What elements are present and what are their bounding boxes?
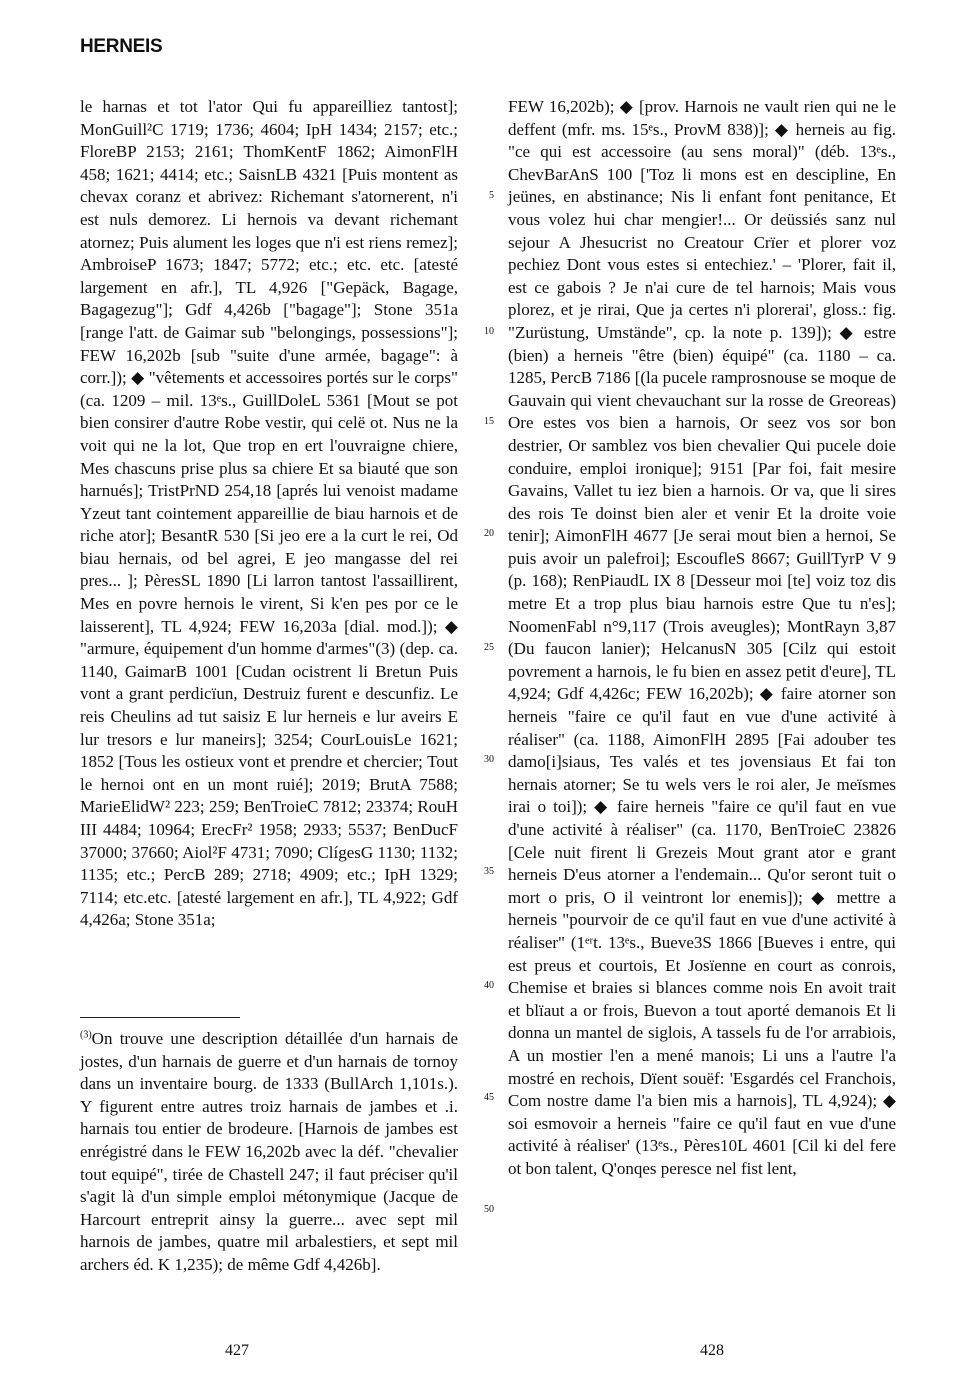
line-number: 20 [484, 528, 494, 539]
line-number: 50 [484, 1204, 494, 1215]
line-number: 40 [484, 980, 494, 991]
line-number: 5 [489, 190, 494, 201]
footnote-rule [80, 1017, 240, 1018]
left-column-text: le harnas et tot l'ator Qui fu appareilliez tantost]; MonGuill²C 1719; 1736; 4604; IpH 1434; 2157; etc.; FloreBP 2153; 2161; ThomKentF 1862; AimonFlH 458; 1621; 4414; etc.; SaisnLB 4321 [Puis montent as chevax coranz et abrivez: Richemant s'atornerent, n'i est nuls demorez. Li hernois va devant richemant atornez; Puis alument les loges que n'i est riens remez]; AmbroiseP 1673; 1847; 5772; etc.; etc. etc. [atesté largement en afr.], TL 4,926 ["Gepäck, Bagage, Bagagezug"]; Gdf 4,426b ["bagage"]; Stone 351a [range l'att. de Gaimar sub "belongings, possessions"]; FEW 16,202b [sub "suite d'une armée, bagage": à corr.]); ◆ "vêtements et accessoires portés sur le corps" (ca. 1209 – mil. 13ᵉs., GuillDoleL 5361 [Mout se pot bien consirer d'autre Robe vestir, qui celë ot. Nus ne la voit qui ne la lot, Que trop en ert l'ouvraigne chiere, Mes chascuns prise plus sa chiere Et sa biauté que son harnués]; TristPrND 254,18 [aprés lui venoist madame Yzeut tant cointement appareillie de biau harnois et de riche ator]; BesantR 530 [Si jeo ere a la curt le rei, Od biau hernais, od bel agrei, E jeo mangasse del rei pres... ]; PèresSL 1890 [Li larron tantost l'assaillirent, Mes en povre hernois le virent, Si k'en pes por ce le laisserent], TL 4,924; FEW 16,203a [dial. mod.]); ◆ "armure, équipement d'un homme d'armes"(3) (dep. ca. 1140, GaimarB 1001 [Cudan ocistrent li Bretun Puis vont a grant perdicïun, Destruiz furent e descunfiz. Le reis Cheulins ad tut saisiz E lur herneis e lur aveirs E lur tresors e lur maneirs]; 3254; CourLouisLe 1621; 1852 [Tous les ostieux vont et prendre et chercier; Tout le hernoi ont en un mont ruié]; 2019; BrutA 7588; MarieElidW² 223; 259; BenTroieC 7812; 23374; RouH III 4484; 10964; ErecFr² 1958; 2933; 5537; BenDucF 37000; 37660; Aiol²F 4731; 7090; ClígesG 1130; 1132; 1135; etc.; PercB 289; 2718; 4909; etc.; IpH 1329; 7114; etc.etc. [atesté largement en afr.], TL 4,922; Gdf 4,426a; Stone 351a; [80, 97, 458, 930]
footnote [80, 1028, 458, 1277]
line-number: 35 [484, 866, 494, 877]
page-number-right: 428 [700, 1342, 724, 1359]
right-column [508, 96, 896, 1181]
page-number-left: 427 [225, 1342, 249, 1359]
footnote-text: On trouve une description détaillée d'un harnais de jostes, d'un harnais de guerre et d'un harnais de tornoy dans un inventaire bourg. de 1333 (BullArch 1,101s.). Y figurent entre autres troiz harnais de jambes et .i. harnais tou entier de brodeure. [Harnois de jambes est enrégistré dans le FEW 16,202b avec la déf. "chevalier tout equipé", tirée de Chastell 247; il faut préciser qu'il s'agit là d'un simple emploi métonymique (Jacque de Harcourt entreprit ainsy la guerre... avec sept mil harnois de jambes, quatre mil arbalestiers, et sept mil archers éd. K 1,235); de même Gdf 4,426b]. [80, 1029, 458, 1274]
line-number: 30 [484, 754, 494, 765]
line-number: 45 [484, 1092, 494, 1103]
line-number: 25 [484, 642, 494, 653]
left-column [80, 96, 458, 932]
line-number: 10 [484, 326, 494, 337]
right-column-text: FEW 16,202b); ◆ [prov. Harnois ne vault rien qui ne le deffent (mfr. ms. 15ᵉs., ProvM 838)]; ◆ herneis au fig. "ce qui est accessoire (au sens moral)" (déb. 13ᵉs., ChevBarAnS 100 ['Toz li mons est en descipline, En jeünes, en abstinance; Nis li enfant font penitance, Et vous volez hui char mengier!... Or deüssiés sanz nul sejour A Jhesucrist no Creatour Crïer et plorer voz pechiez Dont vous estes si entechiez.' – 'Plorer, fait il, est ce gabois ? Je n'ai cure de tel harnois; Mais vous plorez, et je rirai, Que ja certes n'i plorerai', gloss.: fig. "Zurüstung, Umstände", cp. la note p. 139]); ◆ estre (bien) a herneis "être (bien) équipé" (ca. 1180 – ca. 1285, PercB 7186 [(la pucele ramprosnouse se moque de Gauvain qui vient chevauchant sur la rosse de Greoreas) Ore estes vos bien a harnois, Or seez vos sor bon destrier, Or samblez vos bien chevalier Qui pucele doie conduire, emploi ironique]; 9151 [Par foi, fait mesire Gavains, Vallet tu iez bien a harnois. Or va, que li sires des rois Te doinst bien aler et venir Et la droite voie tenir]; AimonFlH 4677 [Je serai mout bien a hernoi, Se puis avoir un palefroi]; EscoufleS 8667; GuillTyrP V 9 (p. 168); RenPiaudL IX 8 [Desseur moi [te] voiz toz dis metre Et a trop plus biau harnois estre Que tu n'es]; NoomenFabl n°9,117 (Trois aveugles); MontRayn 3,87 (Du faucon lanier); HelcanusN 305 [Cilz qui estoit povrement a harnois, le fu bien en assez petit d'eure], TL 4,924; Gdf 4,426c; FEW 16,202b); ◆ faire atorner son herneis "faire ce qu'il faut en vue d'une activité à réaliser" (ca. 1188, AimonFlH 2895 [Fai adouber tes damo[i]siaus, Tes valés et tes jovensiaus Et fai ton hernais atorner; Se tu wels vers le roi aler, Je meïsmes irai o toi]); ◆ faire herneis "faire ce qu'il faut en vue d'une activité à réaliser" (ca. 1170, BenTroieC 23826 [Cele nuit firent li Grezeis Mout grant ator e grant herneis D'eus atorner a l'endemain... Qu'or seront tuit o mort o pris, O il veintront lor enemis]); ◆ mettre a herneis "pourvoir de ce qu'il faut en vue d'une activité à réaliser" (1ᵉʳt. 13ᵉs., Bueve3S 1866 [Bueves i entre, qui est preus et courtois, Et Josïenne en court as conrois, Chemise et braies si blances comme nois En avoit trait et blïaut a or frois, Buevon a tout aporté demanois Et li donna un mantel de siglois, A tassels fu de l'or arrabiois, A un mostier l'en a mené manois; Li uns a l'autre l'a mostré en rechois, Dïent souëf: 'Esgardés cel Franchois, Com nostre dame l'a bien mis a harnois], TL 4,924); ◆ soi esmovoir a herneis "faire ce qu'il faut en vue d'une activité à réaliser' (13ᵉs., Pères10L 4601 [Cil ki del fere ot bon talent, Q'onqes peresce nel fist lent, [508, 97, 896, 1178]
running-head: HERNEIS [80, 36, 163, 57]
footnote-marker: (3) [80, 1029, 92, 1041]
line-number: 15 [484, 416, 494, 427]
